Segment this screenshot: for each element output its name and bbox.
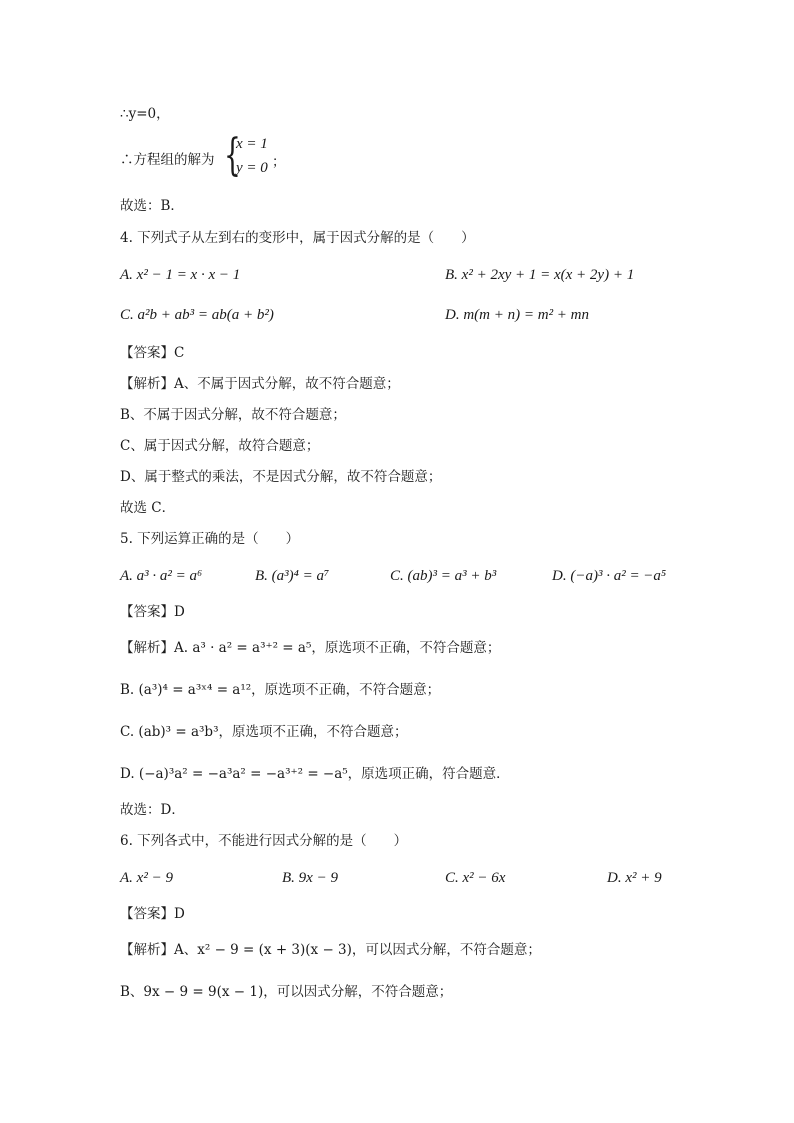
q4-explain-5: 故选 C． xyxy=(120,500,176,516)
q4-option-a: A. x² − 1 = x · x − 1 xyxy=(120,267,241,283)
brace: { xyxy=(224,130,241,181)
q4-option-c: C. a²b + ab³ = ab(a + b²) xyxy=(120,307,274,323)
q5-explain-2: B. (a³)⁴ = a³ˣ⁴ = a¹²，原选项不正确，不符合题意； xyxy=(120,682,441,698)
q6-option-d: D. x² + 9 xyxy=(607,870,662,886)
q4-explain-3: C、属于因式分解，故符合题意； xyxy=(120,438,320,454)
q5-option-a: A. a³ · a² = a⁶ xyxy=(120,568,203,584)
q4-answer: 【答案】C xyxy=(120,345,185,361)
q6-option-c: C. x² − 6x xyxy=(445,870,506,886)
q6-option-b: B. 9x − 9 xyxy=(282,870,338,886)
q5-option-b: B. (a³)⁴ = a⁷ xyxy=(255,568,330,584)
q5-option-d: D. (−a)³ · a² = −a⁵ xyxy=(552,568,667,584)
q4-option-b: B. x² + 2xy + 1 = x(x + 2y) + 1 xyxy=(445,267,635,283)
semicolon: ； xyxy=(272,154,286,170)
choice-b: 故选：B． xyxy=(120,198,184,214)
q5-option-c: C. (ab)³ = a³ + b³ xyxy=(390,568,497,584)
q4-option-d: D. m(m + n) = m² + mn xyxy=(445,307,590,323)
q6-answer: 【答案】D xyxy=(120,906,185,922)
q4-explain-2: B、不属于因式分解，故不符合题意； xyxy=(120,407,346,423)
q4-explain-4: D、属于整式的乘法，不是因式分解，故不符合题意； xyxy=(120,469,442,485)
conclusion-y: ∴y=0， xyxy=(120,106,170,122)
question-4: 4. 下列式子从左到右的变形中，属于因式分解的是（ ） xyxy=(120,230,475,246)
q6-explain-2: B、9x − 9 = 9(x − 1)，可以因式分解，不符合题意； xyxy=(120,984,453,1000)
q5-explain-4: D. (−a)³a² = −a³a² = −a³⁺² = −a⁵，原选项正确，符合题意． xyxy=(120,766,510,782)
q5-explain-5: 故选：D． xyxy=(120,802,185,818)
q6-option-a: A. x² − 9 xyxy=(120,870,173,886)
q5-answer: 【答案】D xyxy=(120,604,185,620)
system-row-1: x = 1 xyxy=(236,136,268,152)
q6-explain-1: 【解析】A、x² − 9 = (x + 3)(x − 3)，可以因式分解，不符合题意； xyxy=(120,942,541,958)
question-6: 6. 下列各式中，不能进行因式分解的是（ ） xyxy=(120,833,408,849)
q4-explain-1: 【解析】A、不属于因式分解，故不符合题意； xyxy=(120,376,400,392)
system-row-2: y = 0 xyxy=(236,160,268,176)
solution-label: ∴方程组的解为 xyxy=(120,152,215,168)
question-5: 5. 下列运算正确的是（ ） xyxy=(120,531,300,547)
q5-explain-1: 【解析】A. a³ · a² = a³⁺² = a⁵，原选项不正确，不符合题意； xyxy=(120,640,501,656)
q5-explain-3: C. (ab)³ = a³b³，原选项不正确，不符合题意； xyxy=(120,724,408,740)
